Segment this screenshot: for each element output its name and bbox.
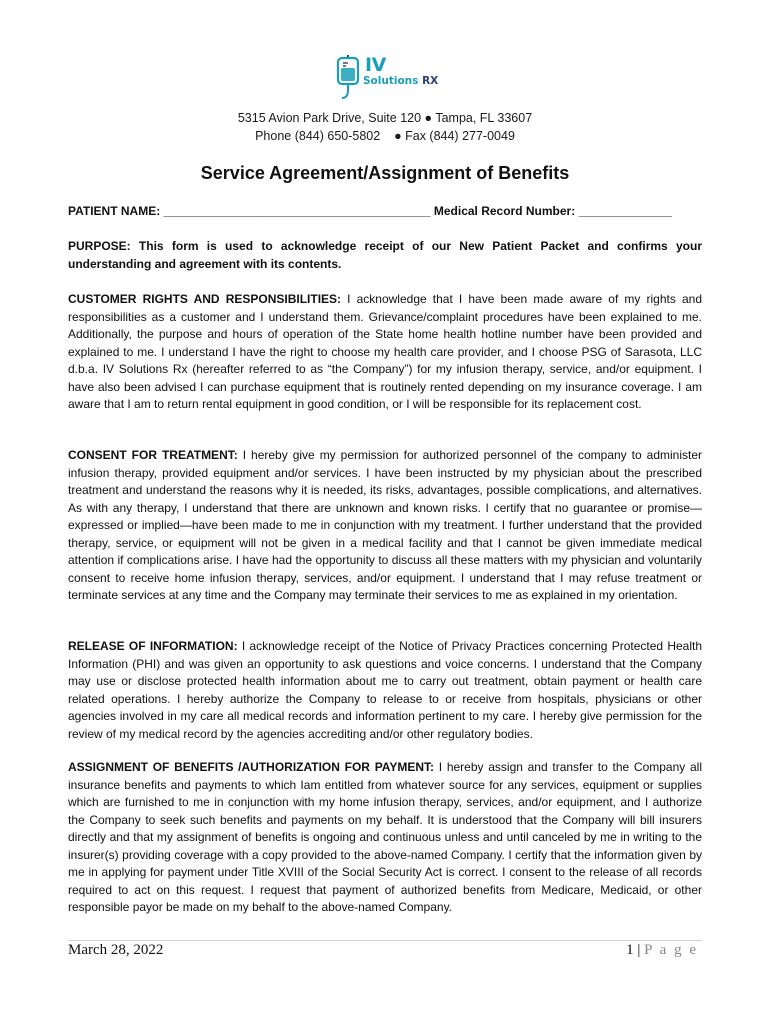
logo-text-iv: IV (365, 54, 386, 76)
section-heading: CONSENT FOR TREATMENT: (68, 448, 238, 462)
consent-section (68, 447, 702, 605)
address-line-2: Phone (844) 650-5802 ● Fax (844) 277-0049 (255, 129, 515, 143)
section-body: I hereby assign and transfer to the Company all insurance benefits and payments to which Iam entitled from whatever source for any services, equipment or supplies which are furnished to me in conjunction with my home infusion therapy, services, and/or equipment, and I authorize the Company to seek such benefits and payments on my behalf. It is understood that the Company will bill insurers directly and that my assignment of benefits is ongoing and continuous unless and until canceled by me in writing to the insurer(s) providing coverage with a copy provided to the above-named Company. I certify that the information given by me in applying for payment under Title XVIII of the Social Security Act is correct. I consent to the release of all records required to act on this request. I request that payment of authorized benefits from Medicare, Medicaid, or other responsible payor be made on my behalf to the above-named Company. (68, 760, 702, 914)
footer-divider (68, 940, 702, 941)
page-word: P a g e (644, 942, 698, 958)
page-number: 1 (626, 942, 634, 958)
logo-text-solutions (363, 75, 438, 87)
section-heading: CUSTOMER RIGHTS AND RESPONSIBILITIES: (68, 292, 342, 306)
assignment-section (68, 759, 702, 917)
customer-rights-section (68, 291, 702, 414)
release-section (68, 638, 702, 743)
section-heading: RELEASE OF INFORMATION: (68, 639, 238, 653)
patient-info-line (68, 204, 708, 218)
purpose-paragraph: PURPOSE: This form is used to acknowledge receipt of our New Patient Packet and confirms your understanding and agreement with its contents. (68, 239, 702, 271)
patient-name-blank: ________________________________________ (163, 204, 431, 218)
section-body: I hereby give my permission for authorized personnel of the company to administer infusion therapy, provided equipment and/or services. I have been instructed by my physician about the prescribed treatment and understand the reasons why it is needed, its risks, advantages, possible complications, and alternatives. As with any therapy, I understand that there are unknown and known risks. I certify that no guarantee or promise—expressed or implied—have been made to me in conjunction with my treatment. I further understand that the provided therapy, service, or equipment will not be given in a medical facility and that I cannot be given immediate medical attention if complications arise. I have had the opportunity to discuss all these matters with my physician and voluntarily consent to receive home infusion therapy, services, and/or equipment. I understand that I may refuse treatment or terminate services at any time and the Company may terminate their services to me as explained in my orientation. (68, 448, 703, 602)
mrn-blank: ______________ (578, 204, 673, 218)
patient-name-label: PATIENT NAME: (68, 204, 161, 218)
iv-bag-icon (333, 54, 363, 100)
document-title: Service Agreement/Assignment of Benefits (200, 163, 570, 183)
footer-page-number (626, 942, 698, 959)
footer-date: March 28, 2022 (68, 942, 164, 958)
section-heading: ASSIGNMENT OF BENEFITS /AUTHORIZATION FOR PAYMENT: (68, 760, 435, 774)
section-body: I acknowledge receipt of the Notice of Privacy Practices concerning Protected Health Information (PHI) and was given an opportunity to ask questions and voice concerns. I understand that the Company may use or disclose protected health information about me to carry out treatment, obtain payment or health care related operations. I hereby authorize the Company to release to or receive from hospitals, physicians or other agencies involved in my care all medical records and information pertinent to my care. I hereby give permission for the review of my medical record by the agencies accrediting and/or other regulatory bodies. (68, 639, 703, 741)
address-line-1: 5315 Avion Park Drive, Suite 120 ● Tampa, FL 33607 (237, 111, 533, 125)
page-separator: | (637, 942, 641, 958)
section-body: I acknowledge that I have been made aware of my rights and responsibilities as a customer and I understand them. Grievance/complaint procedures have been explained to me. Additionally, the purpose and hours of operation of the State home health hotline number have been provided and explained to me. I understand I have the right to choose my health care provider, and I choose PSG of Sarasota, LLC d.b.a. IV Solutions Rx (hereafter referred to as “the Company”) for my infusion therapy, service, and/or equipment. I have also been advised I can purchase equipment that is routinely rented depending on my insurance coverage. I am aware that I am to return rental equipment in good condition, or I will be responsible for its replacement cost. (68, 292, 702, 411)
logo-rx-word: RX (422, 75, 439, 87)
logo-solutions-word: Solutions (363, 75, 419, 87)
company-logo (333, 54, 443, 100)
mrn-label: Medical Record Number: (433, 204, 576, 218)
